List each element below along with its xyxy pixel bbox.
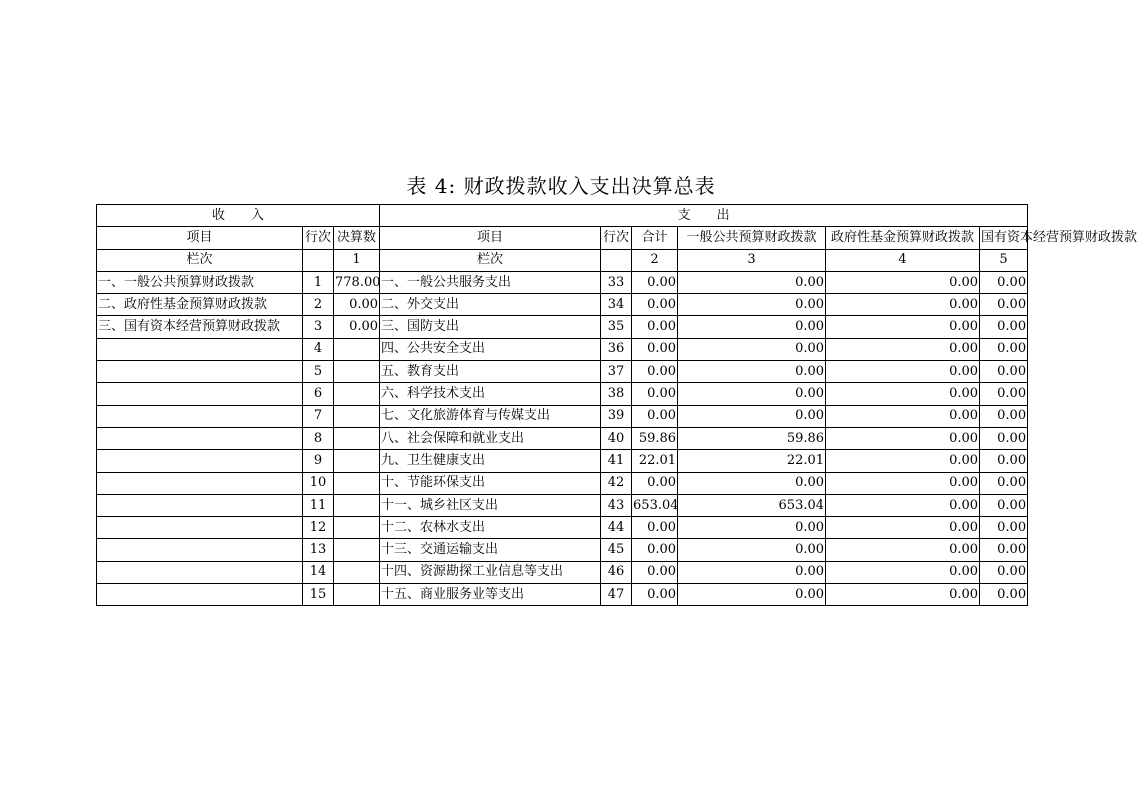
state-capital-cell: 0.00 [980,316,1028,338]
expense-total-cell: 0.00 [632,472,678,494]
general-budget-cell: 0.00 [678,539,826,561]
income-item-cell [97,405,303,427]
col-gov-fund: 政府性基金预算财政拨款 [826,227,980,249]
expense-item-cell: 十五、商业服务业等支出 [380,584,601,606]
expense-index-label: 栏次 [380,249,601,271]
table-row [97,338,1028,360]
income-row-no-cell: 2 [303,294,334,316]
table-row [97,405,1028,427]
column-header-row [97,227,1028,249]
expense-total-cell: 0.00 [632,316,678,338]
state-capital-cell: 0.00 [980,584,1028,606]
expense-total-cell: 0.00 [632,584,678,606]
state-capital-cell: 0.00 [980,517,1028,539]
col-expense-row-no: 行次 [601,227,632,249]
col-expense-item: 项目 [380,227,601,249]
expense-item-cell: 一、一般公共服务支出 [380,271,601,293]
income-row-no-cell: 10 [303,472,334,494]
income-item-cell [97,584,303,606]
gov-fund-cell: 0.00 [826,494,980,516]
expense-row-no-cell: 37 [601,361,632,383]
table-row [97,427,1028,449]
table-row [97,472,1028,494]
expense-row-no-cell: 34 [601,294,632,316]
expense-item-cell: 九、卫生健康支出 [380,450,601,472]
income-row-no-cell: 12 [303,517,334,539]
table-row [97,316,1028,338]
gov-fund-cell: 0.00 [826,539,980,561]
gov-fund-cell: 0.00 [826,427,980,449]
state-capital-cell: 0.00 [980,405,1028,427]
general-budget-index: 3 [678,249,826,271]
income-amount-cell [334,472,380,494]
income-amount-cell [334,450,380,472]
income-row-no-cell: 9 [303,450,334,472]
income-item-cell [97,338,303,360]
income-item-cell: 一、一般公共预算财政拨款 [97,271,303,293]
expense-total-cell: 0.00 [632,539,678,561]
state-capital-cell: 0.00 [980,561,1028,583]
state-capital-cell: 0.00 [980,450,1028,472]
gov-fund-index: 4 [826,249,980,271]
expense-row-no-cell: 33 [601,271,632,293]
expense-row-no-cell: 35 [601,316,632,338]
gov-fund-cell: 0.00 [826,450,980,472]
gov-fund-cell: 0.00 [826,294,980,316]
col-expense-total: 合计 [632,227,678,249]
gov-fund-cell: 0.00 [826,361,980,383]
income-amount-cell [334,494,380,516]
expense-row-no-cell: 44 [601,517,632,539]
income-item-cell [97,450,303,472]
general-budget-cell: 0.00 [678,561,826,583]
state-capital-cell: 0.00 [980,361,1028,383]
general-budget-cell: 0.00 [678,271,826,293]
income-section-header: 收 入 [97,205,380,227]
table-row [97,271,1028,293]
expense-item-cell: 五、教育支出 [380,361,601,383]
expense-row-no-cell: 47 [601,584,632,606]
income-row-no-cell: 7 [303,405,334,427]
expense-item-cell: 三、国防支出 [380,316,601,338]
general-budget-cell: 0.00 [678,338,826,360]
state-capital-cell: 0.00 [980,427,1028,449]
expense-total-cell: 0.00 [632,361,678,383]
general-budget-cell: 0.00 [678,316,826,338]
table-row [97,294,1028,316]
expense-item-cell: 十一、城乡社区支出 [380,494,601,516]
state-capital-index: 5 [980,249,1028,271]
expense-total-cell: 59.86 [632,427,678,449]
total-index: 2 [632,249,678,271]
expense-item-cell: 二、外交支出 [380,294,601,316]
expense-item-cell: 六、科学技术支出 [380,383,601,405]
income-row-no-cell: 1 [303,271,334,293]
income-amount-cell [334,338,380,360]
income-row-no-cell: 15 [303,584,334,606]
income-amount-cell: 778.00 [334,271,380,293]
income-amount-cell [334,427,380,449]
income-index-label: 栏次 [97,249,303,271]
gov-fund-cell: 0.00 [826,561,980,583]
expense-row-index-blank [601,249,632,271]
general-budget-cell: 0.00 [678,383,826,405]
gov-fund-cell: 0.00 [826,271,980,293]
gov-fund-cell: 0.00 [826,517,980,539]
expense-total-cell: 653.04 [632,494,678,516]
expense-total-cell: 22.01 [632,450,678,472]
income-amount-cell [334,383,380,405]
column-index-row [97,249,1028,271]
general-budget-cell: 22.01 [678,450,826,472]
expense-row-no-cell: 38 [601,383,632,405]
expense-item-cell: 十四、资源勘探工业信息等支出 [380,561,601,583]
expense-total-cell: 0.00 [632,338,678,360]
col-income-item: 项目 [97,227,303,249]
expense-item-cell: 四、公共安全支出 [380,338,601,360]
state-capital-cell: 0.00 [980,338,1028,360]
general-budget-cell: 653.04 [678,494,826,516]
table-row [97,494,1028,516]
income-item-cell [97,361,303,383]
income-item-cell [97,539,303,561]
expense-item-cell: 十三、交通运输支出 [380,539,601,561]
general-budget-cell: 0.00 [678,517,826,539]
state-capital-cell: 0.00 [980,539,1028,561]
general-budget-cell: 0.00 [678,472,826,494]
fiscal-appropriation-table [96,204,1137,606]
gov-fund-cell: 0.00 [826,383,980,405]
income-row-no-cell: 4 [303,338,334,360]
col-income-row-no: 行次 [303,227,334,249]
state-capital-cell: 0.00 [980,472,1028,494]
table-row [97,539,1028,561]
income-row-no-cell: 8 [303,427,334,449]
col-income-amount: 决算数 [334,227,380,249]
income-amount-index: 1 [334,249,380,271]
income-amount-cell [334,561,380,583]
expense-section-header: 支 出 [380,205,1028,227]
expense-row-no-cell: 40 [601,427,632,449]
page-title: 表 4: 财政拨款收入支出决算总表 [406,174,716,198]
income-row-no-cell: 11 [303,494,334,516]
income-row-no-cell: 14 [303,561,334,583]
expense-total-cell: 0.00 [632,294,678,316]
expense-item-cell: 七、文化旅游体育与传媒支出 [380,405,601,427]
income-item-cell: 三、国有资本经营预算财政拨款 [97,316,303,338]
expense-row-no-cell: 42 [601,472,632,494]
general-budget-cell: 0.00 [678,584,826,606]
income-amount-cell [334,361,380,383]
expense-item-cell: 十二、农林水支出 [380,517,601,539]
expense-row-no-cell: 36 [601,338,632,360]
income-row-no-cell: 6 [303,383,334,405]
state-capital-cell: 0.00 [980,383,1028,405]
gov-fund-cell: 0.00 [826,405,980,427]
expense-row-no-cell: 39 [601,405,632,427]
expense-row-no-cell: 41 [601,450,632,472]
expense-total-cell: 0.00 [632,405,678,427]
col-state-capital: 国有资本经营预算财政拨款 [980,227,1028,249]
income-amount-cell [334,405,380,427]
table-row [97,517,1028,539]
general-budget-cell: 0.00 [678,361,826,383]
expense-row-no-cell: 45 [601,539,632,561]
general-budget-cell: 59.86 [678,427,826,449]
income-row-index-blank [303,249,334,271]
general-budget-cell: 0.00 [678,405,826,427]
expense-item-cell: 八、社会保障和就业支出 [380,427,601,449]
income-item-cell [97,427,303,449]
income-amount-cell [334,584,380,606]
table-row [97,450,1028,472]
expense-total-cell: 0.00 [632,561,678,583]
state-capital-cell: 0.00 [980,271,1028,293]
table-row [97,383,1028,405]
col-general-budget: 一般公共预算财政拨款 [678,227,826,249]
general-budget-cell: 0.00 [678,294,826,316]
income-amount-cell: 0.00 [334,294,380,316]
income-amount-cell [334,517,380,539]
table-row [97,584,1028,606]
gov-fund-cell: 0.00 [826,472,980,494]
expense-row-no-cell: 43 [601,494,632,516]
income-row-no-cell: 3 [303,316,334,338]
income-amount-cell [334,539,380,561]
income-item-cell [97,472,303,494]
gov-fund-cell: 0.00 [826,338,980,360]
section-header-row [97,205,1028,227]
expense-total-cell: 0.00 [632,271,678,293]
income-item-cell: 二、政府性基金预算财政拨款 [97,294,303,316]
expense-row-no-cell: 46 [601,561,632,583]
expense-total-cell: 0.00 [632,383,678,405]
income-row-no-cell: 5 [303,361,334,383]
expense-total-cell: 0.00 [632,517,678,539]
income-amount-cell: 0.00 [334,316,380,338]
table-row [97,561,1028,583]
state-capital-cell: 0.00 [980,294,1028,316]
income-item-cell [97,383,303,405]
income-item-cell [97,517,303,539]
state-capital-cell: 0.00 [980,494,1028,516]
expense-item-cell: 十、节能环保支出 [380,472,601,494]
income-item-cell [97,561,303,583]
income-row-no-cell: 13 [303,539,334,561]
table-row [97,361,1028,383]
gov-fund-cell: 0.00 [826,584,980,606]
gov-fund-cell: 0.00 [826,316,980,338]
income-item-cell [97,494,303,516]
